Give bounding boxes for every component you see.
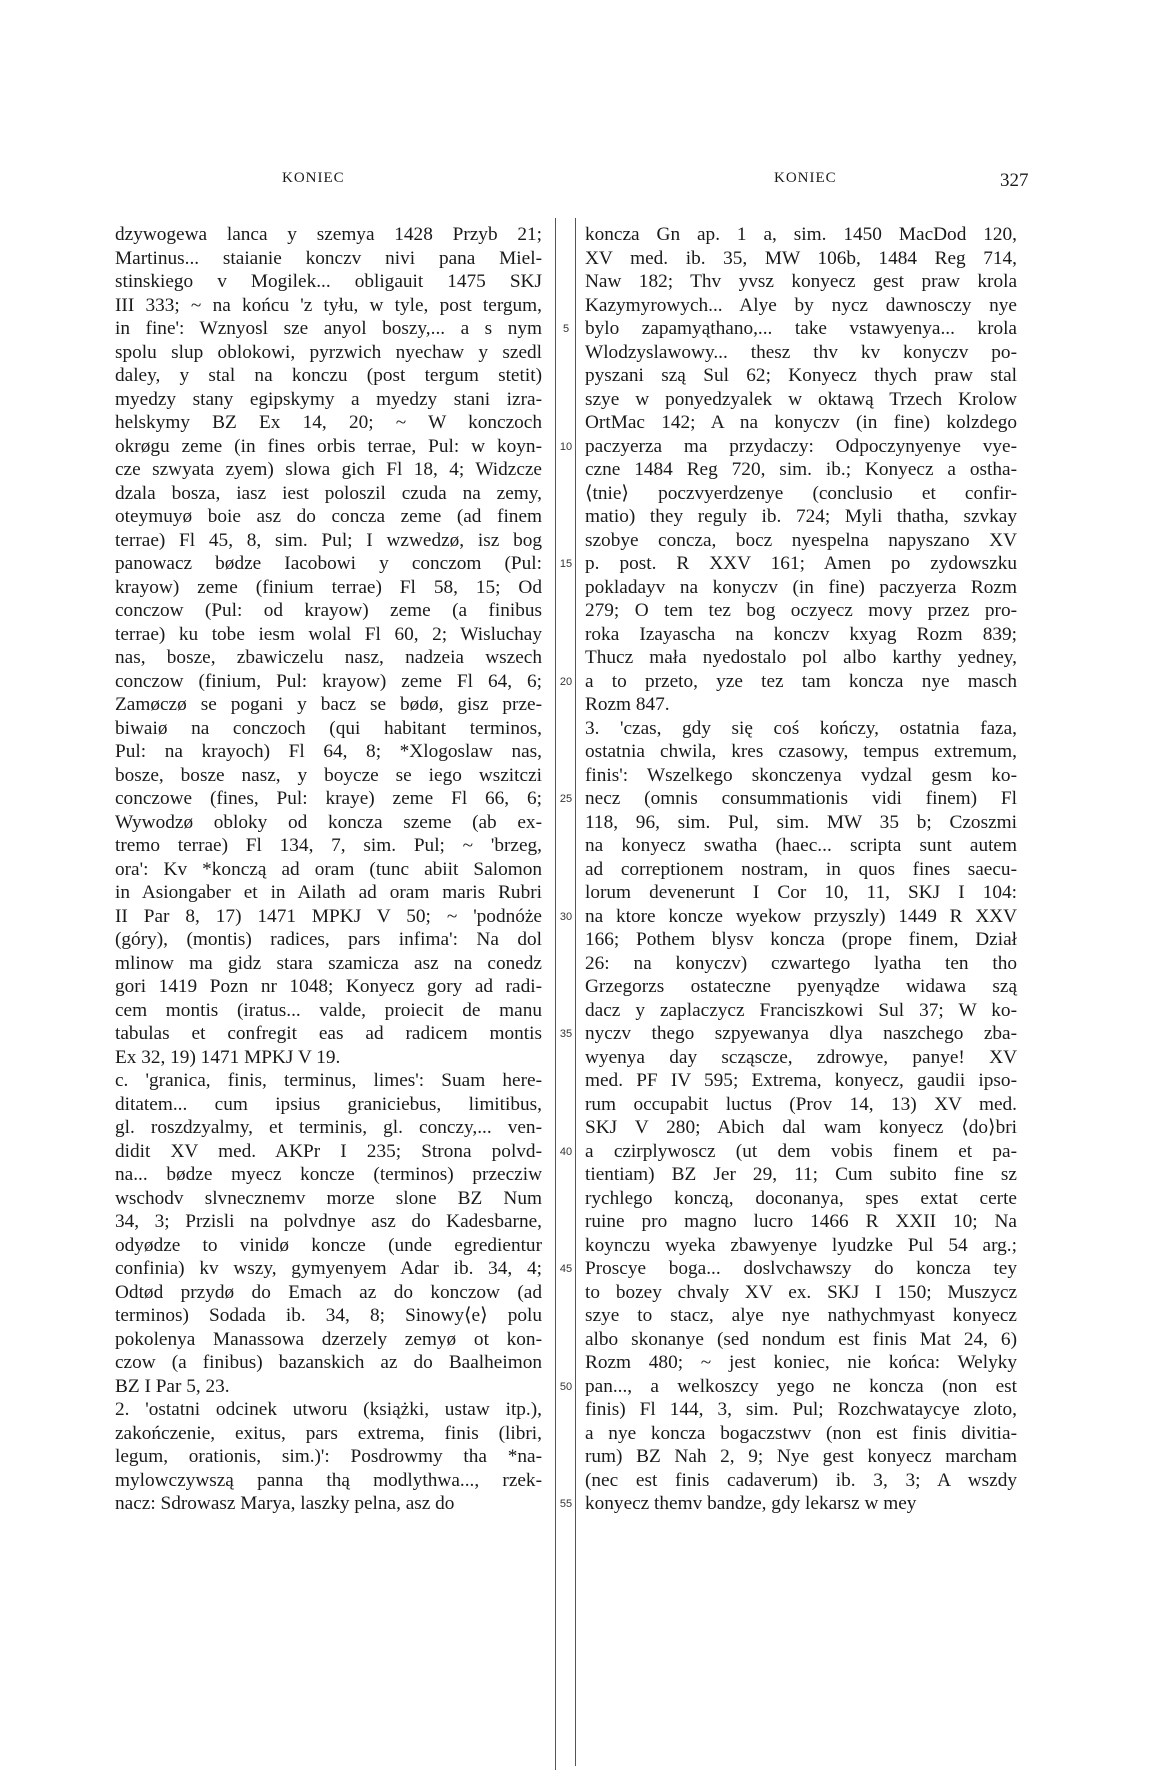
text-line: Martinus... staianie konczv nivi pana Miel-: [115, 247, 542, 269]
text-line: odyødze to vinidø koncze (unde egredientur: [115, 1234, 542, 1256]
text-line: 118, 96, sim. Pul, sim. MW 35 b; Czoszmi: [585, 811, 1017, 833]
text-line: a nye koncza bogaczstwv (non est finis divitia-: [585, 1422, 1017, 1444]
text-line: c. 'granica, finis, terminus, limes': Suam here-: [115, 1070, 542, 1091]
text-line: 2. 'ostatni odcinek utworu (książki, ustaw itp.),: [115, 1399, 542, 1420]
text-line: gori 1419 Pozn nr 1048; Konyecz gory ad radi-: [115, 976, 542, 997]
text-line: Zamøczø se pogani y bacz se bødø, gisz prze-: [115, 694, 542, 715]
text-line: conczow (Pul: od krayow) zeme (a finibus: [115, 600, 542, 621]
text-line: czne 1484 Reg 720, sim. ib.; Konyecz a ostha-: [585, 459, 1017, 480]
line-number: 45: [559, 1263, 573, 1275]
text-line: ⟨tnie⟩ poczvyerdzenye (conclusio et confir-: [585, 482, 1017, 504]
text-line: ad correptionem nostram, in quos fines saecu-: [585, 858, 1017, 880]
text-line: II Par 8, 17) 1471 MPKJ V 50; ~ 'podnóże: [115, 905, 542, 927]
text-line: terrae) ku tobe iesm wolal Fl 60, 2; Wisluchay: [115, 623, 542, 645]
text-line: tremo terrae) Fl 134, 7, sim. Pul; ~ 'brzeg,: [115, 835, 542, 856]
text-line: spolu slup oblokowi, pyrzwich nyechaw y szedl: [115, 341, 542, 363]
text-line: cem montis (iratus... valde, proiecit de manu: [115, 999, 542, 1021]
text-line: Grzegorzs ostateczne pyenyądze widawa szą: [585, 976, 1017, 997]
text-line: pyszani szą Sul 62; Konyecz thych praw stal: [585, 365, 1017, 386]
text-line: SKJ V 280; Abich dal wam konyecz ⟨do⟩bri: [585, 1117, 1017, 1138]
text-line: finis) Fl 144, 3, sim. Pul; Rozchwataycye zloto,: [585, 1399, 1017, 1420]
text-line: matio) they reguly ib. 724; Myli thatha, szvkay: [585, 506, 1017, 527]
line-number: 40: [559, 1145, 573, 1158]
text-line: konyecz themv bandze, gdy lekarsz w mey: [585, 1493, 917, 1514]
text-line: nacz: Sdrowasz Marya, laszky pelna, asz do: [115, 1493, 455, 1514]
text-line: 34, 3; Przisli na polvdnye asz do Kadesbarne,: [115, 1211, 542, 1232]
line-number: 35: [559, 1028, 573, 1040]
text-line: lorum devenerunt I Cor 10, 11, SKJ I 104:: [585, 882, 1017, 903]
text-line: czow (a finibus) bazanskich az do Baalheimon: [115, 1352, 542, 1373]
text-line: legum, orationis, sim.)': Posdrowmy tha *na-: [115, 1446, 542, 1467]
text-line: wyenya day scząscze, zdrowye, panye! XV: [585, 1046, 1017, 1068]
text-line: (nec est finis cadaverum) ib. 3, 3; A wszdy: [585, 1469, 1017, 1491]
text-line: tientiam) BZ Jer 29, 11; Cum subito fine sz: [585, 1164, 1017, 1185]
text-line: bylo zapamyąthano,... take vstawyenya... krola: [585, 318, 1017, 339]
text-line: III 333; ~ na końcu 'z tyłu, w tyle, post tergum,: [115, 294, 542, 316]
line-number: 30: [559, 910, 573, 923]
text-line: med. PF IV 595; Extrema, konyecz, gaudii ipso-: [585, 1070, 1017, 1091]
text-line: na ktore koncze wyekow przyszly) 1449 R XXV: [585, 905, 1017, 927]
left-column: [115, 223, 542, 1516]
line-number: 10: [559, 440, 573, 453]
text-line: Ex 32, 19) 1471 MPKJ V 19.: [115, 1046, 341, 1068]
text-line: OrtMac 142; A na konyczv (in fine) kolzdego: [585, 412, 1017, 433]
text-line: in Asiongaber et in Ailath ad oram maris Rubri: [115, 882, 542, 903]
text-line: zakończenie, exitus, pars extrema, finis (libri,: [115, 1422, 542, 1444]
text-line: pan..., a welkoszcy yego ne koncza (non est: [585, 1375, 1017, 1397]
text-line: myedzy stany egipskymy a myedzy stani izra-: [115, 388, 542, 410]
text-line: to bozey chvaly XV ex. SKJ I 150; Muszycz: [585, 1281, 1017, 1303]
running-head-left: KONIEC: [282, 170, 345, 186]
text-line: pokolenya Manassowa dzerzely zemyø ot kon-: [115, 1328, 542, 1350]
text-line: mlinow ma gidz stara szamicza asz na conedz: [115, 952, 542, 974]
text-line: nas, bosze, zbawiczelu nasz, nadzeia wszech: [115, 647, 542, 668]
text-line: 3. 'czas, gdy się coś kończy, ostatnia faza,: [585, 717, 1017, 739]
line-number: 15: [559, 558, 573, 570]
text-line: Wlodzyslawowy... thesz thv kv konyczv po-: [585, 341, 1017, 363]
text-line: terrae) Fl 45, 8, sim. Pul; I wzwedzø, isz bog: [115, 529, 542, 551]
text-line: 279; O tem tez bog oczyecz movy przez pro-: [585, 600, 1017, 621]
line-number: 55: [559, 1498, 573, 1510]
text-line: koncza Gn ap. 1 a, sim. 1450 MacDod 120,: [585, 224, 1017, 245]
text-line: confinia) kv wszy, gymyenyem Adar ib. 34, 4;: [115, 1258, 542, 1279]
line-number: 5: [562, 323, 570, 335]
right-column: [585, 223, 1017, 1516]
text-line: biwaiø na conczoch (qui habitant terminos,: [115, 717, 542, 739]
text-line: tabulas et confregit eas ad radicem montis: [115, 1023, 542, 1044]
text-line: a czirplywoscz (ut dem vobis finem et pa-: [585, 1140, 1017, 1162]
text-line: cze szwyata zyem) slowa gich Fl 18, 4; Widzcze: [115, 459, 542, 480]
text-line: helskymy BZ Ex 14, 20; ~ W konczoch: [115, 412, 542, 433]
text-line: Kazymyrowych... Alye by nycz dawnosczy nye: [585, 294, 1017, 316]
text-line: wschodv slvnecznemv morze slone BZ Num: [115, 1187, 542, 1209]
text-line: na konyecz swatha (haec... scripta sunt autem: [585, 835, 1017, 856]
line-number: 20: [559, 675, 573, 688]
text-line: didit XV med. AKPr I 235; Strona polvd-: [115, 1140, 542, 1162]
text-line: daley, y stal na konczu (post tergum stetit): [115, 365, 542, 386]
text-line: mylowczywszą panna thą modlythwa..., rzek-: [115, 1469, 542, 1491]
text-line: terminos) Sodada ib. 34, 8; Sinowy⟨e⟩ polu: [115, 1305, 542, 1326]
text-line: XV med. ib. 35, MW 106b, 1484 Reg 714,: [585, 247, 1017, 269]
running-head-right: KONIEC: [774, 170, 837, 186]
text-line: Odtød przydø do Emach az do konczow (ad: [115, 1281, 542, 1303]
text-line: okrøgu zeme (in fines orbis terrae, Pul: w koyn-: [115, 435, 542, 457]
text-line: dzywogewa lanca y szemya 1428 Przyb 21;: [115, 224, 542, 245]
text-line: Rozm 480; ~ jest koniec, nie końca: Welyky: [585, 1352, 1017, 1373]
text-line: nyczv thego szpyewanya dlya naszchego zba-: [585, 1023, 1017, 1044]
text-line: szye to stacz, alye nye nathychmyast konyecz: [585, 1305, 1017, 1326]
line-number: 50: [559, 1380, 573, 1393]
text-line: roka Izayascha na konczv kxyag Rozm 839;: [585, 623, 1017, 645]
text-line: stinskiego v Mogilek... obligauit 1475 SKJ: [115, 271, 542, 292]
text-line: Proscye boga... doslvchawszy do koncza tey: [585, 1258, 1017, 1279]
text-line: ditatem... cum ipsius graniciebus, limitibus,: [115, 1093, 542, 1115]
text-line: koynczu wyeka zbawyenye lyudzke Pul 54 arg.;: [585, 1234, 1017, 1256]
text-line: Pul: na krayoch) Fl 64, 8; *Xlogoslaw nas,: [115, 741, 542, 762]
text-line: Naw 182; Thv yvsz konyecz gest praw krola: [585, 271, 1017, 292]
text-line: conczowe (fines, Pul: kraye) zeme Fl 66, 6;: [115, 788, 542, 809]
text-line: ostatnia chwila, kres czasowy, tempus extremum,: [585, 741, 1017, 762]
text-line: krayow) zeme (finium terrae) Fl 58, 15; Od: [115, 576, 542, 598]
text-line: gl. roszdzyalmy, et terminis, gl. conczy,... ven-: [115, 1117, 542, 1138]
text-line: a to przeto, yze tez tam koncza nye masch: [585, 670, 1017, 692]
text-line: na... bødze myecz koncze (terminos) przecziw: [115, 1164, 542, 1185]
text-line: dacz y zaplaczycz Franciszkowi Sul 37; W ko-: [585, 999, 1017, 1021]
text-line: rychlego konczą, doconanya, spes extat certe: [585, 1187, 1017, 1209]
text-line: albo skonanye (sed nondum est finis Mat 24, 6): [585, 1328, 1017, 1350]
text-line: BZ I Par 5, 23.: [115, 1375, 230, 1397]
text-line: oteymuyø boie asz do concza zeme (ad finem: [115, 506, 542, 527]
text-line: rum) BZ Nah 2, 9; Nye gest konyecz marcham: [585, 1446, 1017, 1467]
line-number: 25: [559, 793, 573, 805]
text-line: bosze, bosze nasz, y boycze se iego wszitczi: [115, 764, 542, 786]
text-line: szobye concza, bocz nyespelna napyszano XV: [585, 529, 1017, 551]
text-line: p. post. R XXV 161; Amen po zydowszku: [585, 553, 1017, 574]
column-rule-left: [555, 218, 556, 1770]
text-line: paczyerza ma przydaczy: Odpoczynyenye vye-: [585, 435, 1017, 457]
text-line: ora': Kv *konczą ad oram (tunc abiit Salomon: [115, 858, 542, 880]
text-line: dzala bosza, iasz iest poloszil czuda na zemy,: [115, 482, 542, 504]
text-line: pokladayv na konyczv (in fine) paczyerza Rozm: [585, 576, 1017, 598]
text-line: Thucz mała nyedostalo pol albo karthy yedney,: [585, 647, 1017, 668]
text-line: finis': Wszelkego skonczenya vydzal gesm ko-: [585, 764, 1017, 786]
text-line: ruine pro magno lucro 1466 R XXII 10; Na: [585, 1211, 1017, 1232]
text-line: rum occupabit luctus (Prov 14, 13) XV med.: [585, 1093, 1017, 1115]
text-line: Rozm 847.: [585, 694, 670, 715]
text-line: in fine': Wznyosl sze anyol boszy,... a s nym: [115, 318, 542, 339]
text-line: necz (omnis consummationis vidi finem) Fl: [585, 788, 1017, 809]
page-number: 327: [1000, 170, 1029, 191]
text-line: Wywodzø obloky od koncza szeme (ab ex-: [115, 811, 542, 833]
column-rule-right: [575, 218, 576, 1766]
text-line: 26: na konyczv) czwartego lyatha ten tho: [585, 952, 1017, 974]
text-line: conczow (finium, Pul: krayow) zeme Fl 64, 6;: [115, 670, 542, 692]
text-line: panowacz bødze Iacobowi y conczom (Pul:: [115, 553, 542, 574]
text-line: szye w ponyedzyalek w oktawą Trzech Krolow: [585, 388, 1017, 410]
text-line: 166; Pothem blysv koncza (prope finem, Dział: [585, 929, 1017, 950]
text-line: (góry), (montis) radices, pars infima': Na dol: [115, 929, 542, 950]
